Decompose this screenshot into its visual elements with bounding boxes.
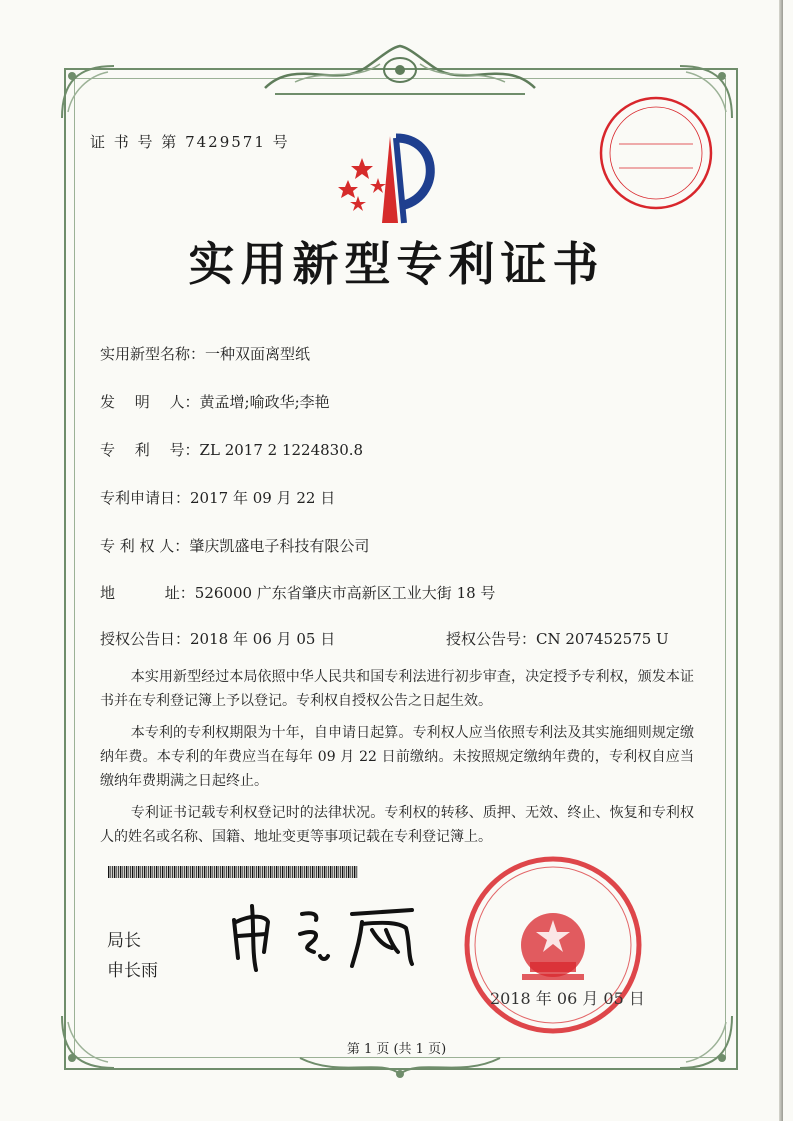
seal-date: 2018 年 06 月 05 日 bbox=[490, 989, 645, 1008]
filing-date-label: 专利申请日： bbox=[100, 489, 191, 507]
grant-number-value: CN 207452575 U bbox=[536, 630, 669, 648]
grant-date-value: 2018 年 06 月 05 日 bbox=[190, 630, 336, 648]
inventor-value: 黄孟增;喻政华;李艳 bbox=[199, 393, 330, 411]
address-label: 地 址： bbox=[100, 584, 195, 602]
utility-model-name-value: 一种双面离型纸 bbox=[205, 345, 311, 363]
patent-office-logo-icon bbox=[330, 128, 450, 228]
director-name: 申长雨 bbox=[107, 961, 158, 981]
patent-number-value: ZL 2017 2 1224830.8 bbox=[199, 441, 364, 459]
page-number: 第 1 页 (共 1 页) bbox=[346, 1042, 447, 1057]
inventor-label: 发 明 人： bbox=[100, 393, 200, 411]
patentee-field bbox=[100, 535, 369, 556]
top-ornament-icon bbox=[255, 38, 545, 100]
grant-date-field bbox=[100, 628, 335, 649]
filing-date-field bbox=[100, 487, 335, 508]
body-paragraph-1: 本实用新型经过本局依照中华人民共和国专利法进行初步审查，决定授予专利权，颁发本证书并在专利登记簿上予以登记。专利权自授权公告之日起生效。 bbox=[100, 669, 694, 709]
barcode-icon bbox=[108, 866, 358, 878]
patentee-value: 肇庆凯盛电子科技有限公司 bbox=[189, 537, 370, 555]
director-signature-icon bbox=[222, 900, 432, 972]
body-paragraph-3: 专利证书记载专利权登记时的法律状况。专利权的转移、质押、无效、终止、恢复和专利权人的姓名或名称、国籍、地址变更等事项记载在专利登记簿上。 bbox=[100, 805, 694, 845]
certificate-title: 实用新型专利证书 bbox=[188, 237, 605, 291]
director-title: 局长 bbox=[107, 931, 141, 951]
utility-model-name-label: 实用新型名称： bbox=[100, 345, 206, 363]
address-field bbox=[100, 582, 495, 603]
certificate-number: 证 书 号 第 7429571 号 bbox=[90, 133, 290, 151]
body-paragraph-2: 本专利的专利权期限为十年，自申请日起算。专利权人应当依照专利法及其实施细则规定缴纳年费。本专利的年费应当在每年 09 月 22 日前缴纳。未按照规定缴纳年费的，专利权自应当缴纳年费期满之日起终止。 bbox=[100, 725, 694, 789]
certificate-body-text bbox=[100, 665, 694, 857]
patent-number-label: 专 利 号： bbox=[100, 441, 200, 459]
patent-number-field bbox=[100, 439, 363, 460]
address-value: 526000 广东省肇庆市高新区工业大街 18 号 bbox=[194, 584, 496, 602]
grant-number-label: 授权公告号： bbox=[446, 630, 537, 648]
paper-edge bbox=[779, 0, 783, 1121]
corner-ornament-top-left-icon bbox=[58, 62, 118, 122]
filing-date-value: 2017 年 09 月 22 日 bbox=[190, 489, 336, 507]
grant-number-field bbox=[446, 628, 669, 649]
grant-date-label: 授权公告日： bbox=[100, 630, 191, 648]
state-ip-office-seal-icon bbox=[458, 850, 648, 1040]
tax-stamp-icon bbox=[597, 94, 715, 212]
utility-model-name-field bbox=[100, 343, 310, 364]
inventor-field bbox=[100, 391, 330, 412]
patentee-label: 专 利 权 人： bbox=[100, 537, 190, 555]
